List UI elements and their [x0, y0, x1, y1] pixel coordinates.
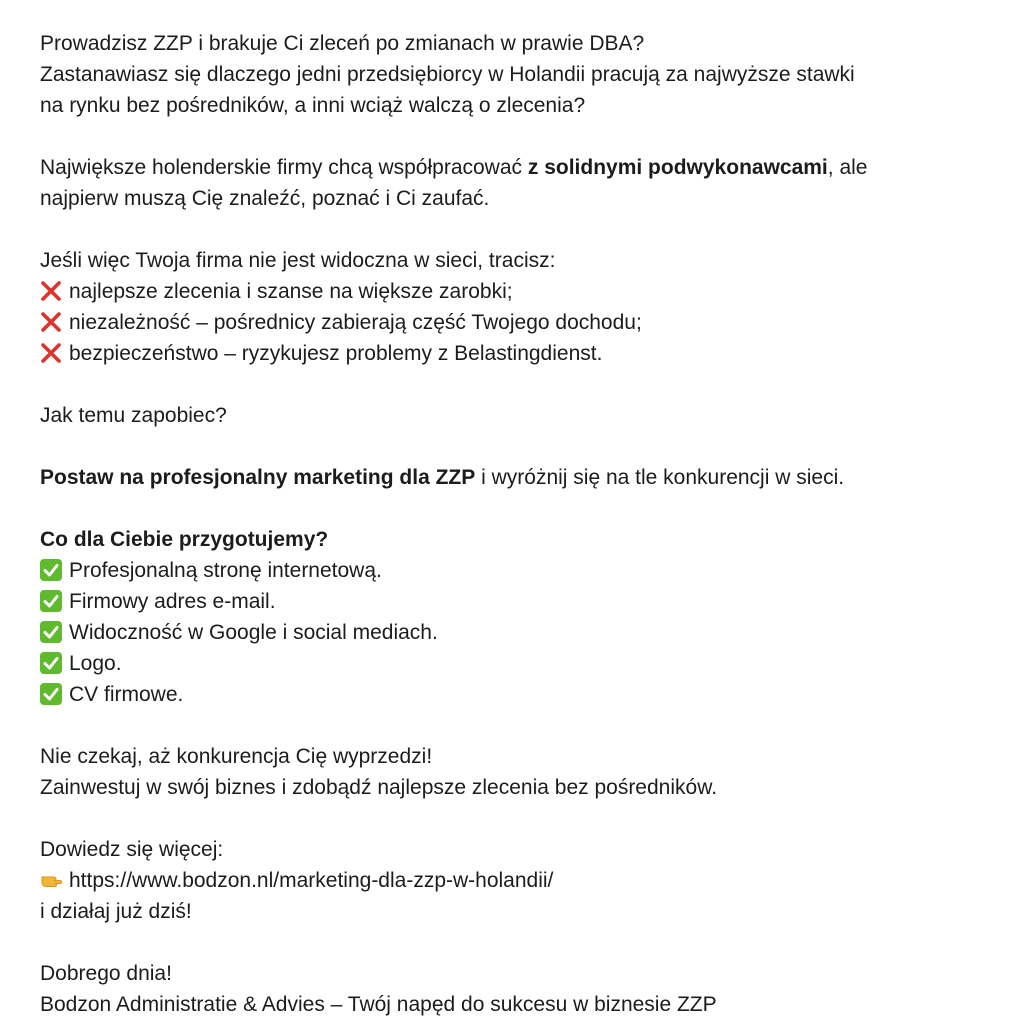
offer-item-label: Firmowy adres e-mail.	[69, 590, 276, 613]
offer-item-label: Logo.	[69, 652, 122, 675]
risk-item	[40, 276, 984, 307]
link-line	[40, 865, 984, 896]
check-mark-icon	[40, 559, 62, 581]
firms-bold-text: z solidnymi podwykonawcami	[527, 156, 828, 179]
offer-item	[40, 586, 984, 617]
risks-paragraph	[40, 245, 984, 369]
offer-item	[40, 617, 984, 648]
more-after: i działaj już dziś!	[40, 900, 192, 923]
question-paragraph	[40, 400, 984, 431]
check-mark-icon	[40, 652, 62, 674]
risk-item-label: bezpieczeństwo – ryzykujesz problemy z Belastingdienst.	[69, 342, 603, 365]
intro-line: Prowadzisz ZZP i brakuje Ci zleceń po zmianach w prawie DBA?	[40, 32, 645, 55]
intro-paragraph	[40, 28, 984, 121]
check-mark-icon	[40, 621, 62, 643]
check-mark-icon	[40, 683, 62, 705]
offer-item-label: Profesjonalną stronę internetową.	[69, 559, 382, 582]
question-text: Jak temu zapobiec?	[40, 404, 227, 427]
cta-line: Zainwestuj w swój biznes i zdobądź najlepsze zlecenia bez pośredników.	[40, 776, 718, 799]
check-mark-icon	[40, 590, 62, 612]
firms-paragraph	[40, 152, 984, 214]
intro-line: Zastanawiasz się dlaczego jedni przedsiębiorcy w Holandii pracują za najwyższe stawki	[40, 63, 855, 86]
risk-item	[40, 338, 984, 369]
firms-text-end: , ale	[827, 156, 868, 179]
intro-line: na rynku bez pośredników, a inni wciąż walczą o zlecenia?	[40, 94, 586, 117]
risk-item-label: niezależność – pośrednicy zabierają część Twojego dochodu;	[69, 311, 642, 334]
offer-item	[40, 555, 984, 586]
offer-item-label: CV firmowe.	[69, 683, 184, 706]
offer-item	[40, 648, 984, 679]
company-signature: Bodzon Administratie & Advies – Twój napęd do sukcesu w biznesie ZZP	[40, 993, 717, 1016]
marketing-bold-text: Postaw na profesjonalny marketing dla ZZP	[40, 466, 476, 489]
pointing-hand-icon	[40, 869, 62, 891]
cross-mark-icon	[40, 280, 62, 302]
risk-item-label: najlepsze zlecenia i szanse na większe zarobki;	[69, 280, 513, 303]
cta-line: Nie czekaj, aż konkurencja Cię wyprzedzi!	[40, 745, 433, 768]
marketing-paragraph	[40, 462, 984, 493]
offer-item-label: Widoczność w Google i social mediach.	[69, 621, 438, 644]
cta-paragraph	[40, 741, 984, 803]
firms-line: najpierw muszą Cię znaleźć, poznać i Ci zaufać.	[40, 187, 490, 210]
firms-line	[40, 152, 984, 183]
firms-text: Największe holenderskie firmy chcą współpracować	[40, 156, 528, 179]
greeting: Dobrego dnia!	[40, 962, 172, 985]
offer-paragraph	[40, 524, 984, 710]
marketing-line	[40, 462, 984, 493]
offer-item	[40, 679, 984, 710]
offer-heading	[40, 524, 984, 555]
risks-heading: Jeśli więc Twoja firma nie jest widoczna w sieci, tracisz:	[40, 249, 556, 272]
cross-mark-icon	[40, 311, 62, 333]
more-paragraph	[40, 834, 984, 927]
offer-heading-text: Co dla Ciebie przygotujemy?	[40, 528, 329, 551]
more-label: Dowiedz się więcej:	[40, 838, 224, 861]
cross-mark-icon	[40, 342, 62, 364]
website-link[interactable]: https://www.bodzon.nl/marketing-dla-zzp-w-holandii/	[69, 869, 554, 892]
marketing-text: i wyróżnij się na tle konkurencji w sieci.	[475, 466, 845, 489]
risk-item	[40, 307, 984, 338]
signoff-paragraph	[40, 958, 984, 1020]
